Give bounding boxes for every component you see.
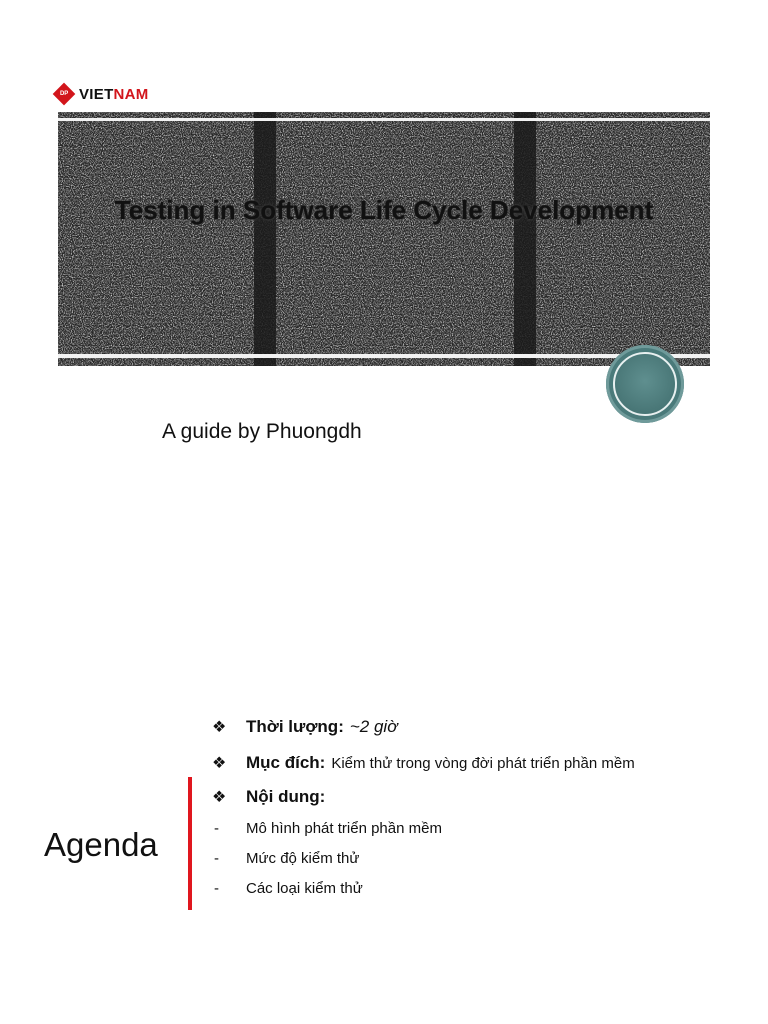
agenda-subitem [212, 880, 363, 897]
agenda-subitem-text: Mô hình phát triển phần mềm [246, 820, 442, 837]
agenda-item-label: Mục đích: [246, 753, 326, 772]
logo-diamond-icon [53, 83, 76, 106]
company-logo [54, 82, 149, 106]
subtitle: A guide by Phuongdh [162, 420, 362, 443]
logo-mark: DP [59, 91, 69, 97]
presentation-title: Testing in Software Life Cycle Development [114, 195, 654, 225]
agenda-heading: Agenda [44, 826, 158, 863]
agenda-item-value: Kiểm thử trong vòng đời phát triển phần mềm [331, 755, 635, 772]
logo-text-viet: VIET [79, 85, 114, 103]
banner-texture [58, 112, 710, 366]
dash-bullet: - [214, 880, 219, 897]
diamond-bullet-icon: ❖ [212, 719, 227, 736]
agenda-subitem-text: Mức độ kiểm thử [246, 850, 360, 867]
agenda-item-label: Thời lượng: [246, 717, 344, 736]
agenda-item-duration [212, 717, 397, 737]
dash-bullet: - [214, 820, 219, 837]
agenda-subitem [212, 850, 359, 867]
agenda-item-purpose [212, 753, 635, 773]
diamond-bullet-icon: ❖ [212, 789, 227, 806]
agenda-item-label: Nội dung: [246, 787, 326, 806]
agenda-subitem [212, 820, 442, 837]
logo-text-nam: NAM [113, 85, 149, 103]
agenda-divider [188, 777, 192, 910]
agenda-item-value: ~2 giờ [349, 717, 398, 736]
agenda-subitem-text: Các loại kiểm thử [246, 880, 363, 897]
logo-text [79, 86, 149, 103]
title-banner [58, 112, 710, 366]
diamond-bullet-icon: ❖ [212, 755, 227, 772]
decorative-badge-icon [606, 345, 684, 423]
dash-bullet: - [214, 850, 219, 867]
agenda-item-content [212, 787, 331, 807]
